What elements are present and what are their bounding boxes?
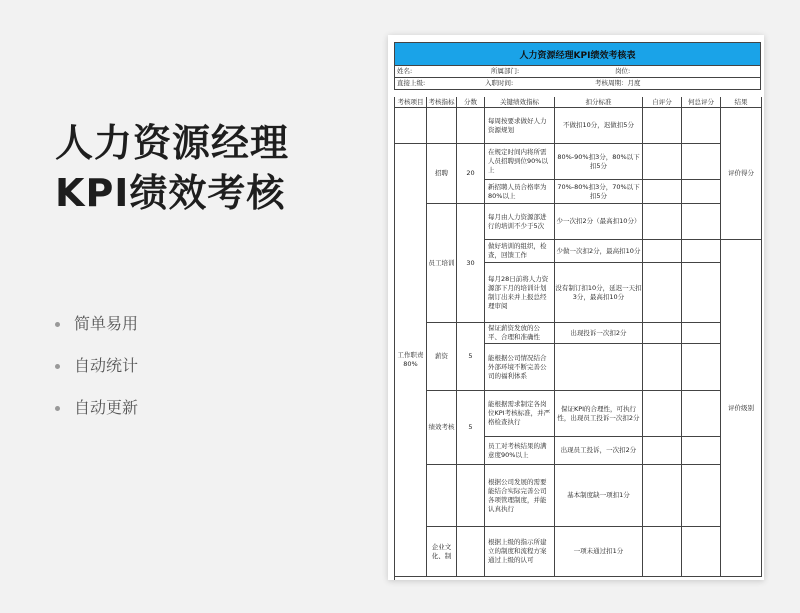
self-score-cell — [643, 391, 682, 437]
category-cell — [395, 108, 427, 144]
bullet-icon — [55, 364, 60, 369]
result-cell: 评价得分 — [721, 108, 762, 240]
standard-cell: 少做一次扣2分，最高扣10分 — [555, 240, 643, 263]
category-cell: 工作职责 80% — [395, 144, 427, 577]
info-row-basic — [394, 66, 761, 78]
manager-score-cell — [682, 180, 721, 204]
score-cell — [457, 527, 485, 577]
self-score-cell — [643, 144, 682, 180]
manager-score-cell — [682, 437, 721, 465]
score-cell — [457, 108, 485, 144]
manager-score-cell — [682, 391, 721, 437]
kpi-cell: 做好培训的组织，检查，回馈工作 — [485, 240, 555, 263]
kpi-cell: 能根据需求制定各岗位KPI考核标准，并严格检查执行 — [485, 391, 555, 437]
indicator-cell: 员工培训 — [427, 204, 457, 323]
feature-list — [55, 312, 138, 438]
table-header-cell: 结果 — [721, 97, 762, 108]
table-header-cell: 何总评分 — [682, 97, 721, 108]
manager-score-cell — [682, 144, 721, 180]
indicator-cell: 招聘 — [427, 144, 457, 204]
kpi-cell: 根据上级的指示所建立的制度和流程方案通过上级的认可 — [485, 527, 555, 577]
kpi-sheet-preview — [388, 35, 764, 580]
period-label: 考核周期：月度 — [595, 79, 641, 87]
standard-cell: 出现投诉一次扣2分 — [555, 323, 643, 344]
feature-item: 自动统计 — [55, 354, 138, 396]
standard-cell: 70%-80%扣3分，70%以下扣5分 — [555, 180, 643, 204]
manager-score-cell — [682, 527, 721, 577]
self-score-cell — [643, 344, 682, 391]
standard-cell — [555, 344, 643, 391]
sheet-title: 人力资源经理KPI绩效考核表 — [394, 42, 761, 66]
manager-score-cell — [682, 465, 721, 527]
table-header-cell: 考核项目 — [395, 97, 427, 108]
score-cell: 20 — [457, 144, 485, 204]
indicator-cell: 企业文化、制 — [427, 527, 457, 577]
kpi-cell: 能根据公司情况结合外部环境不断完善公司的福利体系 — [485, 344, 555, 391]
manager-score-cell — [682, 323, 721, 344]
hero-title-line1: 人力资源经理 — [55, 121, 290, 165]
table-header-cell: 关键绩效指标 — [485, 97, 555, 108]
kpi-cell: 每周按要求做好人力资源规划 — [485, 108, 555, 144]
indicator-cell — [427, 465, 457, 527]
kpi-cell: 员工对考核结果的满意度90%以上 — [485, 437, 555, 465]
dept-label: 所属部门: — [491, 67, 520, 75]
kpi-cell: 根据公司发展的需要能结合实际完善公司各项管理制度，并能认真执行 — [485, 465, 555, 527]
table-header-cell: 自评分 — [643, 97, 682, 108]
kpi-cell: 新招聘人员合格率为80%以上 — [485, 180, 555, 204]
result-cell: 评价级别 — [721, 240, 762, 577]
score-cell: 5 — [457, 391, 485, 465]
self-score-cell — [643, 323, 682, 344]
entry-label: 入职时间: — [485, 79, 514, 87]
manager-score-cell — [682, 263, 721, 323]
standard-cell: 保证KPI的合理性，可执行性，出现员工投诉一次扣2分 — [555, 391, 643, 437]
feature-item: 简单易用 — [55, 312, 138, 354]
bullet-icon — [55, 322, 60, 327]
standard-cell: 出现员工投诉，一次扣2分 — [555, 437, 643, 465]
self-score-cell — [643, 204, 682, 240]
self-score-cell — [643, 180, 682, 204]
manager-score-cell — [682, 204, 721, 240]
kpi-table — [394, 97, 761, 580]
self-score-cell — [643, 263, 682, 323]
kpi-cell: 保证薪资发放的公平、合理和准确性 — [485, 323, 555, 344]
kpi-cell: 每月28日前将人力资源部下月的培训计划制订出来并上报总经理审阅 — [485, 263, 555, 323]
score-cell — [457, 465, 485, 527]
hero-title — [55, 118, 289, 218]
superior-label: 直接上级: — [397, 79, 426, 87]
table-header-cell: 考核指标 — [427, 97, 457, 108]
kpi-cell: 每月由人力资源部进行的培训不少于5次 — [485, 204, 555, 240]
self-score-cell — [643, 465, 682, 527]
score-cell: 5 — [457, 323, 485, 391]
name-label: 姓名: — [397, 67, 413, 75]
indicator-cell: 绩效考核 — [427, 391, 457, 465]
standard-cell: 一项未通过扣1分 — [555, 527, 643, 577]
info-row-period — [394, 78, 761, 90]
self-score-cell — [643, 437, 682, 465]
score-cell: 30 — [457, 204, 485, 323]
standard-cell: 少一次扣2分（最高扣10分） — [555, 204, 643, 240]
standard-cell: 不做扣10分，迟做扣5分 — [555, 108, 643, 144]
feature-item: 自动更新 — [55, 396, 138, 438]
hero-title-line2: KPI绩效考核 — [55, 171, 286, 215]
standard-cell: 基本制度缺一项扣1分 — [555, 465, 643, 527]
standard-cell: 没有制订扣10分，延迟一天扣3分，最高扣10分 — [555, 263, 643, 323]
manager-score-cell — [682, 240, 721, 263]
self-score-cell — [643, 240, 682, 263]
self-score-cell — [643, 527, 682, 577]
indicator-cell: 薪资 — [427, 323, 457, 391]
table-header-cell: 分数 — [457, 97, 485, 108]
standard-cell: 80%-90%扣3分，80%以下扣5分 — [555, 144, 643, 180]
manager-score-cell — [682, 108, 721, 144]
indicator-cell — [427, 108, 457, 144]
manager-score-cell — [682, 344, 721, 391]
kpi-cell: 在规定时间内将所需人员招聘到位90%以上 — [485, 144, 555, 180]
post-label: 岗位: — [615, 67, 631, 75]
bullet-icon — [55, 406, 60, 411]
self-score-cell — [643, 108, 682, 144]
table-header-cell: 扣分标准 — [555, 97, 643, 108]
